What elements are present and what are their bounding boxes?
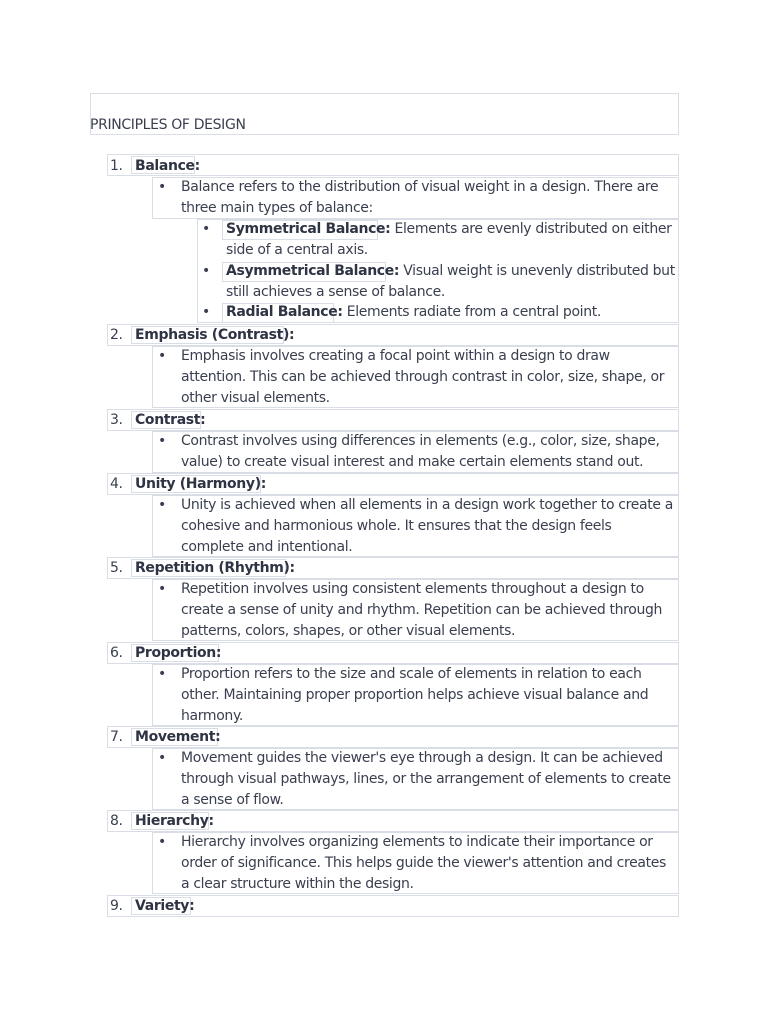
bullet-icon: • [202, 263, 210, 279]
item-heading-variety: Variety: [135, 898, 195, 914]
sub-item-text: Elements are evenly distributed on either side of a central axis. [226, 221, 672, 258]
bullet-icon: • [158, 348, 166, 364]
bullet-icon: • [158, 581, 166, 597]
bullet-icon: • [158, 666, 166, 682]
sub-item-radial [226, 302, 676, 323]
item-description: Contrast involves using differences in elements (e.g., color, size, shape, value) to create visual interest and make certain elements stand out. [181, 433, 660, 470]
item-number: 4. [110, 476, 123, 492]
item-description: Repetition involves using consistent elements throughout a design to create a sense of unity and rhythm. Repetition can be achieved through patterns, colors, shapes, or other visual elements. [181, 581, 663, 639]
item-heading-contrast: Contrast: [135, 412, 206, 428]
item-description: Balance refers to the distribution of visual weight in a design. There are three main types of balance: [181, 179, 659, 216]
item-number: 8. [110, 813, 123, 829]
item-description: Movement guides the viewer's eye through a design. It can be achieved through visual pathways, lines, or the arrangement of elements to create a sense of flow. [181, 750, 671, 808]
item-description: Proportion refers to the size and scale of elements in relation to each other. Maintaining proper proportion helps achieve visual balance and harmony. [181, 666, 649, 724]
sub-item-label: Radial Balance: [226, 304, 343, 320]
item-number: 6. [110, 645, 123, 661]
item-description: Hierarchy involves organizing elements to indicate their importance or order of significance. This helps guide the viewer's attention and creates a clear structure within the design. [181, 834, 666, 892]
bullet-icon: • [202, 304, 210, 320]
item-number: 3. [110, 412, 123, 428]
page-title: PRINCIPLES OF DESIGN [90, 117, 246, 133]
sub-item-text: Elements radiate from a central point. [342, 304, 601, 320]
sub-item-symmetrical [226, 219, 676, 261]
bullet-icon: • [202, 221, 210, 237]
item-number: 5. [110, 560, 123, 576]
bullet-icon: • [158, 497, 166, 513]
item-heading-movement: Movement: [135, 729, 221, 745]
item-heading-hierarchy: Hierarchy: [135, 813, 214, 829]
item-number: 2. [110, 327, 123, 343]
bullet-icon: • [158, 179, 166, 195]
item-heading-repetition: Repetition (Rhythm): [135, 560, 295, 576]
sub-item-text: Visual weight is unevenly distributed but still achieves a sense of balance. [226, 263, 675, 300]
bullet-icon: • [158, 834, 166, 850]
item-number: 7. [110, 729, 123, 745]
item-number: 1. [110, 158, 123, 174]
item-heading-unity: Unity (Harmony): [135, 476, 266, 492]
sub-item-label: Symmetrical Balance: [226, 221, 391, 237]
item-heading-balance: Balance: [135, 158, 200, 174]
item-number: 9. [110, 898, 123, 914]
item-heading-emphasis: Emphasis (Contrast): [135, 327, 295, 343]
item-description: Unity is achieved when all elements in a design work together to create a cohesive and harmonious whole. It ensures that the design feels complete and intentional. [181, 497, 673, 555]
item-heading-proportion: Proportion: [135, 645, 222, 661]
bullet-icon: • [158, 433, 166, 449]
bullet-icon: • [158, 750, 166, 766]
item-description: Emphasis involves creating a focal point within a design to draw attention. This can be achieved through contrast in color, size, shape, or other visual elements. [181, 348, 665, 406]
sub-item-asymmetrical [226, 261, 676, 303]
sub-item-label: Asymmetrical Balance: [226, 263, 400, 279]
